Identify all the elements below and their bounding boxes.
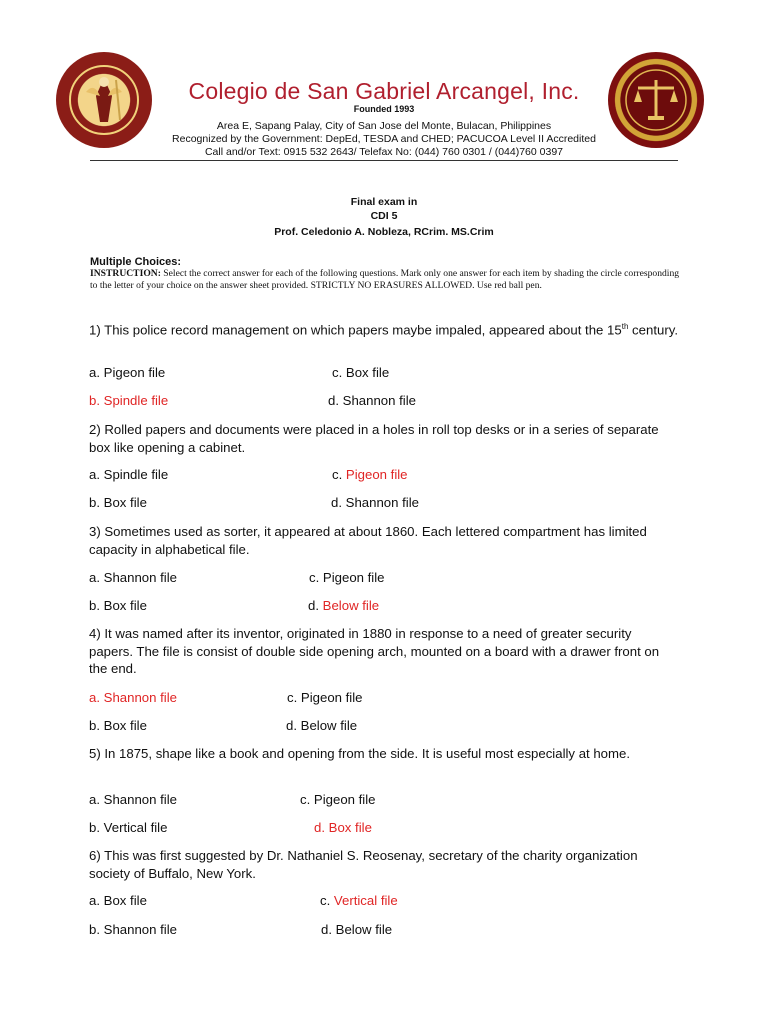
question-5: 5) In 1875, shape like a book and opening from the side. It is useful most especially at home. xyxy=(89,746,631,761)
instruction-text xyxy=(90,268,680,291)
question-2: 2) Rolled papers and documents were placed in a holes in roll top desks or in a series of separate box like opening a cabinet. xyxy=(89,422,659,455)
q5-option-c[interactable]: c. Pigeon file xyxy=(300,792,376,807)
q1-option-b[interactable]: b. Spindle file xyxy=(89,393,169,408)
q2-option-c-answer: Pigeon file xyxy=(345,467,408,482)
q3-option-c[interactable]: c. Pigeon file xyxy=(309,570,385,585)
q1-option-c[interactable]: c. Box file xyxy=(332,365,390,380)
q5-option-d[interactable]: d. Box file xyxy=(314,820,372,835)
question-1 xyxy=(89,318,679,339)
q6-option-c-answer: Vertical file xyxy=(333,893,398,908)
school-name: Colegio de San Gabriel Arcangel, Inc. xyxy=(188,78,580,104)
q5-option-b[interactable]: b. Vertical file xyxy=(89,820,168,835)
question-6: 6) This was first suggested by Dr. Nathaniel S. Reosenay, secretary of the charity organization society of Buffalo, New York. xyxy=(89,848,638,881)
q2-option-a[interactable]: a. Spindle file xyxy=(89,467,169,482)
q6-option-c-prefix: c. xyxy=(320,893,334,908)
question-3: 3) Sometimes used as sorter, it appeared at about 1860. Each lettered compartment has limited capacity in alphabetical file. xyxy=(89,524,647,557)
q4-option-c[interactable]: c. Pigeon file xyxy=(287,690,363,705)
q4-option-b[interactable]: b. Box file xyxy=(89,718,147,733)
question-1-text-end: century. xyxy=(628,322,678,338)
question-1-superscript: th xyxy=(621,322,629,331)
q4-option-a[interactable]: a. Shannon file xyxy=(89,690,177,705)
exam-professor: Prof. Celedonio A. Nobleza, RCrim. MS.Crim xyxy=(274,226,494,238)
exam-course: CDI 5 xyxy=(370,210,398,222)
q3-option-d-prefix: d. xyxy=(308,598,323,613)
q1-option-d[interactable]: d. Shannon file xyxy=(328,393,416,408)
q6-option-d[interactable]: d. Below file xyxy=(321,922,393,937)
q6-option-b[interactable]: b. Shannon file xyxy=(89,922,177,937)
q3-option-d[interactable] xyxy=(308,597,379,614)
q5-option-a[interactable]: a. Shannon file xyxy=(89,792,177,807)
q2-option-b[interactable]: b. Box file xyxy=(89,495,147,510)
q1-option-a[interactable]: a. Pigeon file xyxy=(89,365,166,380)
instruction-label: INSTRUCTION: xyxy=(90,268,161,279)
question-1-text: 1) This police record management on which papers maybe impaled, appeared about the 15 xyxy=(89,322,622,338)
instruction-body: Select the correct answer for each of the following questions. Mark only one answer for each item by shading the circle corresponding to the letter of your choice on the answer sheet provided. STRICTLY NO ERASURES ALLOWED. Use red ball pen. xyxy=(90,268,680,291)
q2-option-d[interactable]: d. Shannon file xyxy=(331,495,419,510)
q3-option-b[interactable]: b. Box file xyxy=(89,598,147,613)
question-4: 4) It was named after its inventor, originated in 1880 in response to a need of greater security papers. The file is consist of double side opening arch, mounted on a board with a drawer front on the end. xyxy=(89,626,660,676)
section-title: Multiple Choices: xyxy=(90,256,182,268)
q6-option-a[interactable]: a. Box file xyxy=(89,893,147,908)
q4-option-d[interactable]: d. Below file xyxy=(286,718,358,733)
q3-option-d-answer: Below file xyxy=(322,598,380,613)
q3-option-a[interactable]: a. Shannon file xyxy=(89,570,177,585)
school-address: Area E, Sapang Palay, City of San Jose del Monte, Bulacan, Philippines xyxy=(216,120,552,132)
school-contact: Call and/or Text: 0915 532 2643/ Telefax No: (044) 760 0301 / (044)760 0397 xyxy=(204,146,564,158)
founded-year: Founded 1993 xyxy=(353,104,415,114)
exam-title: Final exam in xyxy=(350,196,418,208)
q2-option-c[interactable] xyxy=(332,466,408,483)
school-recognition: Recognized by the Government: DepEd, TESDA and CHED; PACUCOA Level II Accredited xyxy=(172,133,596,145)
q6-option-c[interactable] xyxy=(320,892,398,909)
header-divider xyxy=(90,160,678,161)
letterhead xyxy=(0,0,768,170)
q2-option-c-prefix: c. xyxy=(332,467,346,482)
